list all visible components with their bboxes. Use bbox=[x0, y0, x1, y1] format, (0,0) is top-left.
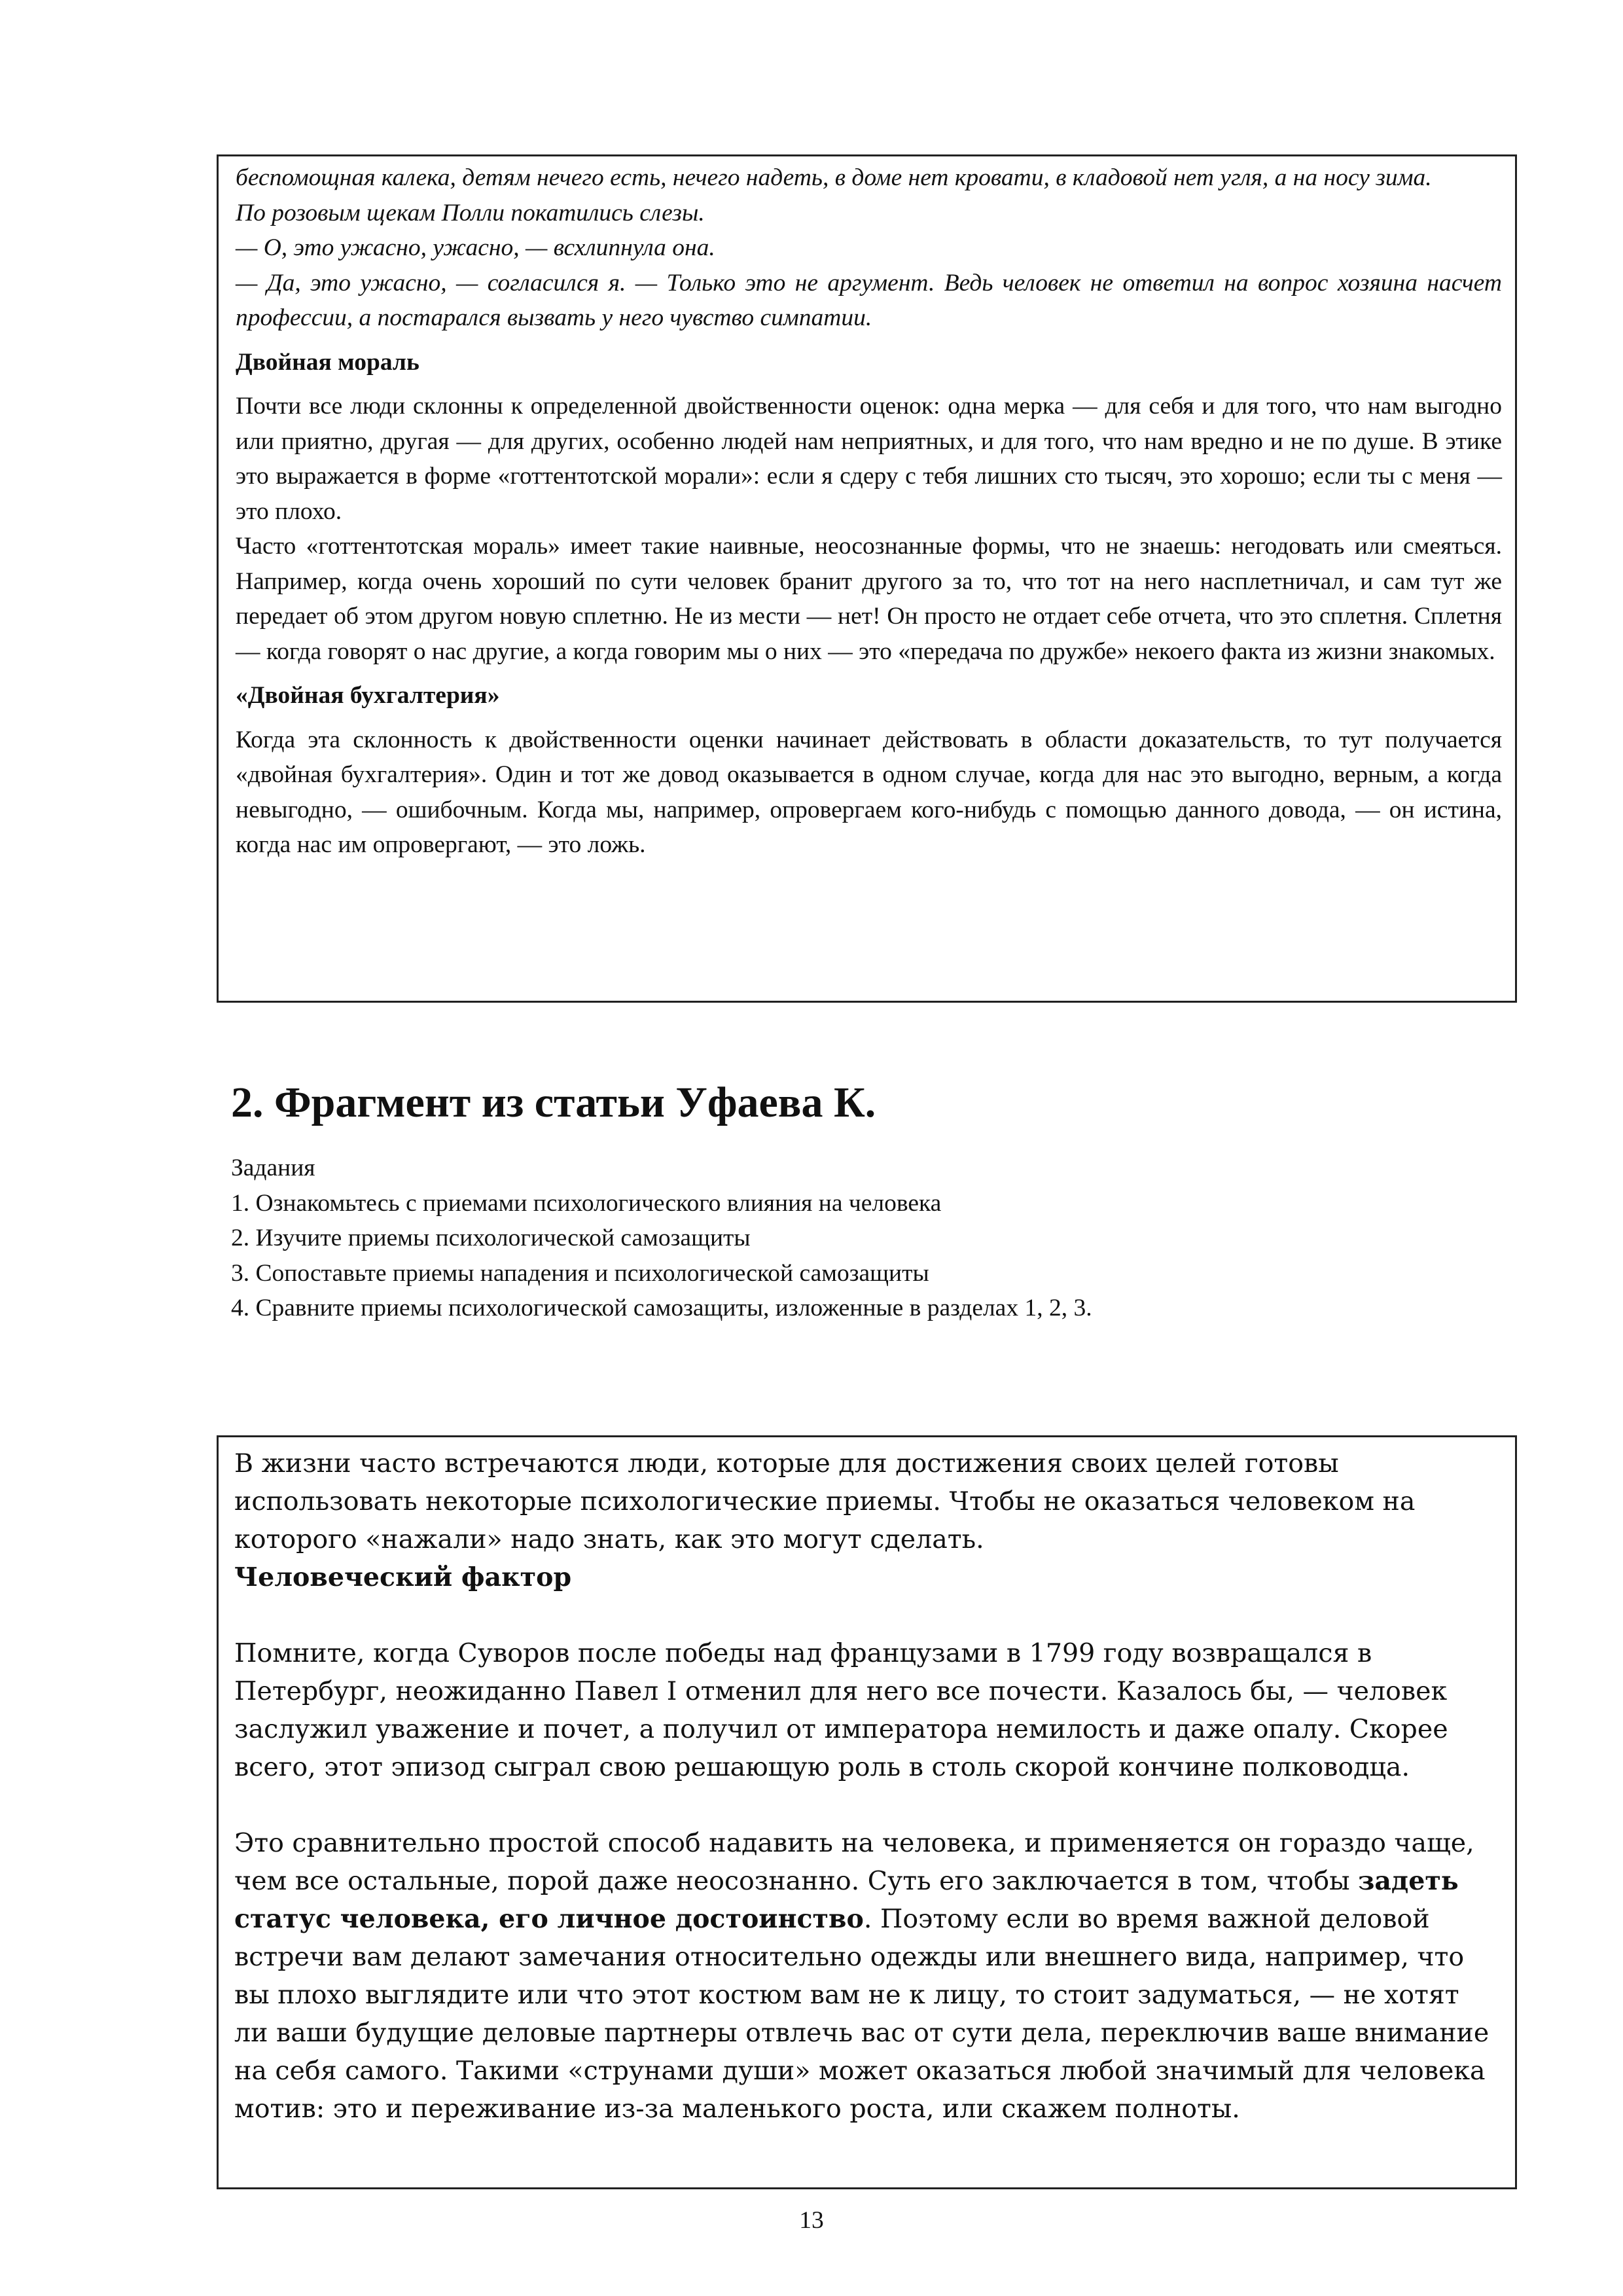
quote-line: беспомощная калека, детям нечего есть, нечего надеть, в доме нет кровати, в кладовой нет угля, а на носу зима. bbox=[236, 164, 1432, 191]
heading-double-morality: Двойная мораль bbox=[236, 348, 419, 376]
heading-double-bookkeeping: «Двойная бухгалтерия» bbox=[236, 682, 500, 709]
spacer bbox=[234, 1596, 1495, 1634]
task-item: 4. Сравните приемы психологической самозащиты, изложенные в разделах 1, 2, 3. bbox=[231, 1295, 1092, 1321]
heading-human-factor bbox=[234, 1558, 1495, 1596]
heading-text: Человеческий фактор bbox=[234, 1562, 572, 1592]
task-item: 2. Изучите приемы психологической самозащиты bbox=[231, 1225, 751, 1251]
paragraph: Почти все люди склонны к определенной двойственности оценок: одна мерка — для себя и для того, что нам выгодно или приятно, другая — для других, особенно людей нам неприятных, и для того, что нам вредно и не по душе. В этике это выражается в форме «готтентотской морали»: если я сдеру с тебя лишних сто тысяч, это хорошо; если ты с меня — это плохо. bbox=[236, 393, 1502, 525]
spacer bbox=[234, 1786, 1495, 1824]
text-box-lower bbox=[217, 1435, 1517, 2189]
section-title: 2. Фрагмент из статьи Уфаева К. bbox=[231, 1079, 876, 1126]
tasks-label: Задания bbox=[231, 1155, 315, 1181]
paragraph: Часто «готтентотская мораль» имеет такие наивные, неосознанные формы, что не знаешь: негодовать или смеяться. Например, когда очень хороший по сути человек бранит другого за то, что тот на него насплетничал, и сам тут же передает об этом другом новую сплетню. Не из мести — нет! Он просто не отдает себе отчета, что это сплетня. Сплетня — когда говорят о нас другие, а когда говорим мы о них — это «передача по дружбе» некоего факта из жизни знакомых. bbox=[236, 533, 1502, 665]
paragraph bbox=[234, 1824, 1495, 2128]
paragraph: Когда эта склонность к двойственности оценки начинает действовать в области доказательств, то тут получается «двойная бухгалтерия». Один и тот же довод оказывается в одном случае, когда для нас это выгодно, верным, а когда невыгодно, — ошибочным. Когда мы, например, опровергаем кого-нибудь с помощью данного довода, — он истина, когда нас им опровергают, — это ложь. bbox=[236, 726, 1502, 858]
page-number: 13 bbox=[799, 2207, 824, 2234]
task-item: 3. Сопоставьте приемы нападения и психологической самозащиты bbox=[231, 1259, 929, 1287]
paragraph: Помните, когда Суворов после победы над французами в 1799 году возвращался в Петербург, неожиданно Павел I отменил для него все почести. Казалось бы, — человек заслужил уважение и почет, а получил от императора немилость и даже опалу. Скорее всего, этот эпизод сыграл свою решающую роль в столь скорой кончине полководца. bbox=[234, 1638, 1448, 1782]
paragraph-start: Это сравнительно простой способ надавить на человека, и применяется он гораздо чаще, чем все остальные, порой даже неосознанно. Суть его заключается в том, чтобы bbox=[234, 1828, 1474, 1896]
paragraph-end: . Поэтому если во время важной деловой встречи вам делают замечания относительно одежды или внешнего вида, например, что вы плохо выглядите или что этот костюм вам не к лицу, то стоит задуматься, — не хотят ли ваши будущие деловые партнеры отвлечь вас от сути дела, переключив ваше внимание на себя самого. Такими «струнами души» может оказаться любой значимый для человека мотив: это и переживание из-за маленького роста, или скажем полноты. bbox=[234, 1904, 1489, 2124]
task-item: 1. Ознакомьтесь с приемами психологического влияния на человека bbox=[231, 1189, 942, 1217]
quote-line: По розовым щекам Полли покатились слезы. bbox=[236, 199, 705, 226]
quote-line: — Да, это ужасно, — согласился я. — Только это не аргумент. Ведь человек не ответил на вопрос хозяина насчет профессии, а постарался вызвать у него чувство симпатии. bbox=[236, 269, 1502, 331]
tasks-list bbox=[231, 1151, 1474, 1326]
paragraph-emphasis: задеть статус человека, его личное достоинство bbox=[234, 1866, 1459, 1934]
quote-line: — О, это ужасно, ужасно, — всхлипнула она. bbox=[236, 234, 715, 261]
intro-paragraph: В жизни часто встречаются люди, которые для достижения своих целей готовы использовать некоторые психологические приемы. Чтобы не оказаться человеком на которого «нажали» надо знать, как это могут сделать. bbox=[234, 1448, 1416, 1554]
text-box-upper bbox=[217, 154, 1517, 1003]
